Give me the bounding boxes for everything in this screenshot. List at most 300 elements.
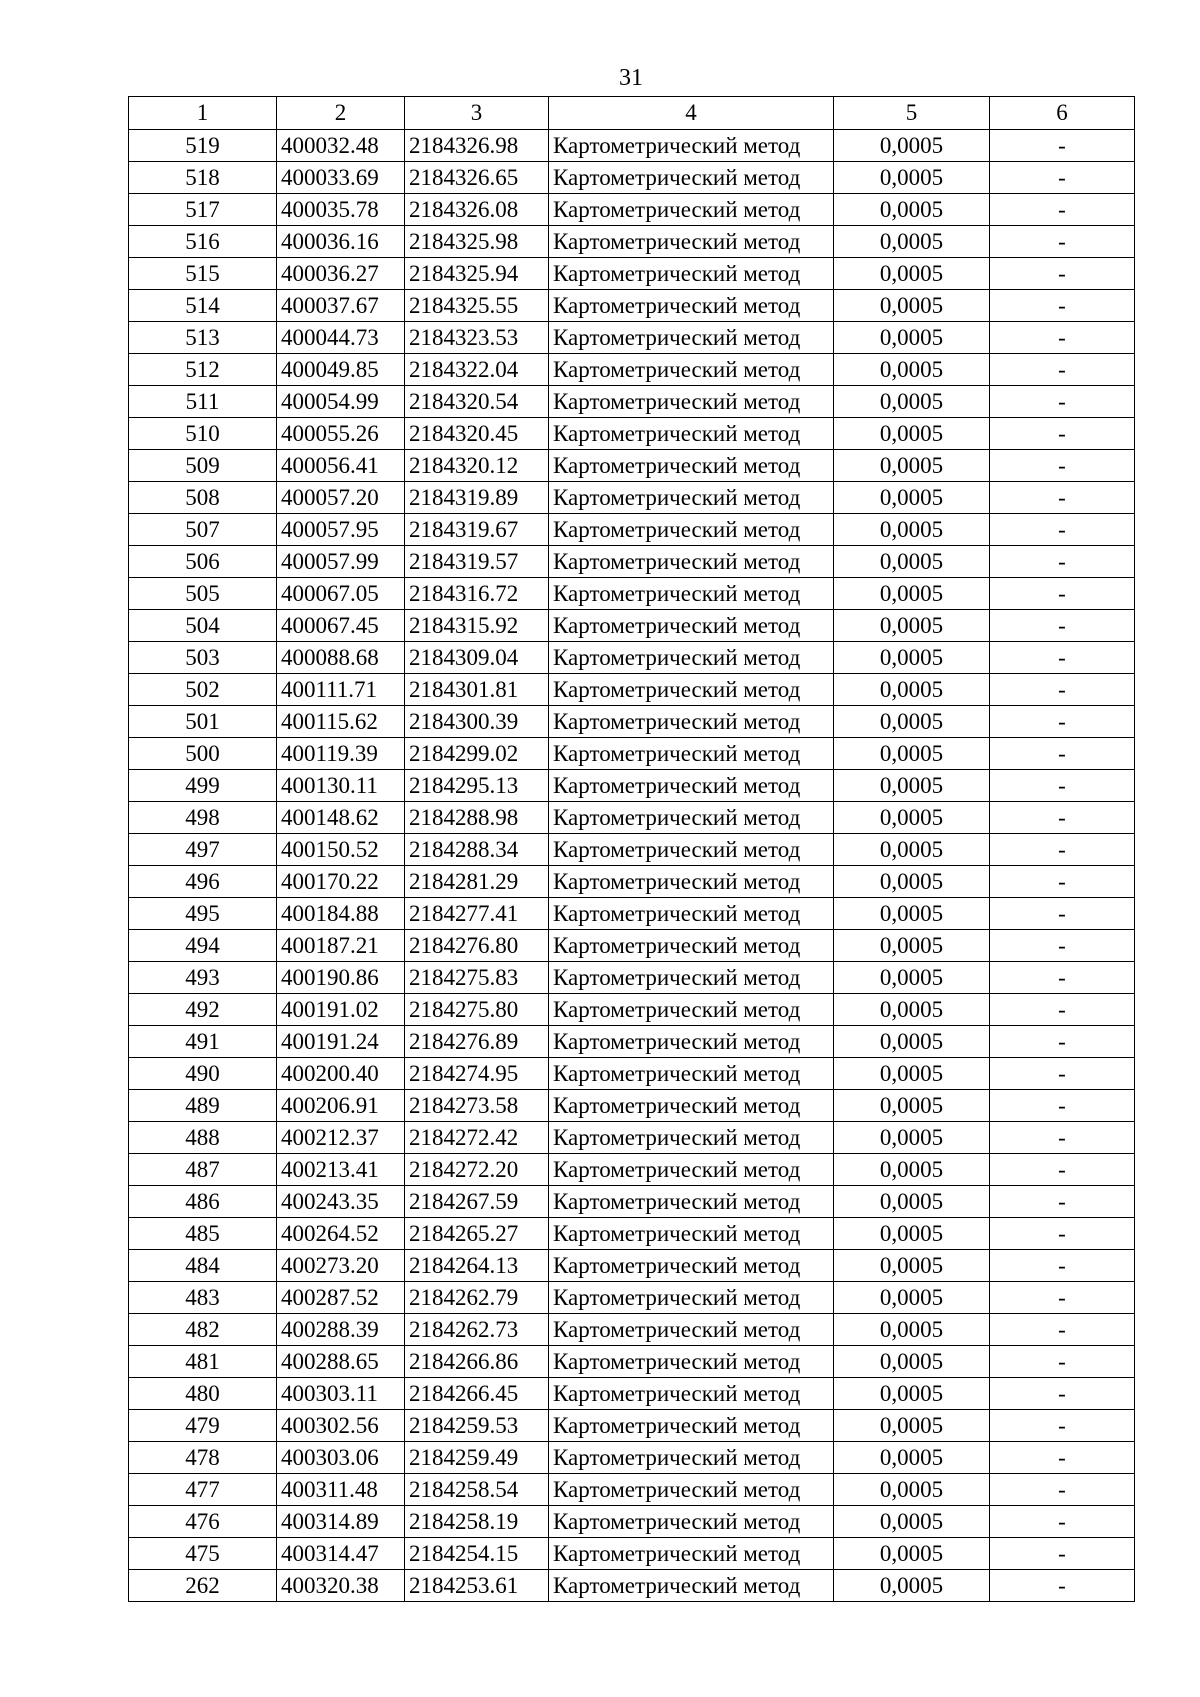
x-coordinate-cell: 400187.21 (277, 930, 405, 962)
note-cell: - (990, 1058, 1135, 1090)
table-row (129, 386, 1135, 418)
method-cell: Картометрический метод (549, 738, 834, 770)
point-number-cell: 512 (129, 354, 277, 386)
y-coordinate-cell: 2184253.61 (405, 1570, 549, 1602)
point-number-cell: 505 (129, 578, 277, 610)
note-cell: - (990, 514, 1135, 546)
y-coordinate-cell: 2184325.94 (405, 258, 549, 290)
note-cell: - (990, 706, 1135, 738)
table-row (129, 1122, 1135, 1154)
x-coordinate-cell: 400311.48 (277, 1474, 405, 1506)
x-coordinate-cell: 400056.41 (277, 450, 405, 482)
y-coordinate-cell: 2184258.19 (405, 1506, 549, 1538)
point-number-cell: 498 (129, 802, 277, 834)
table-header-row (129, 97, 1135, 130)
note-cell: - (990, 354, 1135, 386)
x-coordinate-cell: 400057.20 (277, 482, 405, 514)
note-cell: - (990, 1282, 1135, 1314)
method-cell: Картометрический метод (549, 1026, 834, 1058)
point-number-cell: 486 (129, 1186, 277, 1218)
method-cell: Картометрический метод (549, 1570, 834, 1602)
y-coordinate-cell: 2184272.20 (405, 1154, 549, 1186)
table-row (129, 866, 1135, 898)
y-coordinate-cell: 2184326.65 (405, 162, 549, 194)
table-row (129, 610, 1135, 642)
note-cell: - (990, 578, 1135, 610)
y-coordinate-cell: 2184325.55 (405, 290, 549, 322)
note-cell: - (990, 1442, 1135, 1474)
x-coordinate-cell: 400036.16 (277, 226, 405, 258)
x-coordinate-cell: 400314.89 (277, 1506, 405, 1538)
note-cell: - (990, 226, 1135, 258)
method-cell: Картометрический метод (549, 1090, 834, 1122)
point-number-cell: 501 (129, 706, 277, 738)
table-row (129, 546, 1135, 578)
x-coordinate-cell: 400273.20 (277, 1250, 405, 1282)
note-cell: - (990, 162, 1135, 194)
accuracy-cell: 0,0005 (834, 162, 990, 194)
x-coordinate-cell: 400032.48 (277, 130, 405, 162)
x-coordinate-cell: 400057.99 (277, 546, 405, 578)
note-cell: - (990, 322, 1135, 354)
table-row (129, 354, 1135, 386)
column-header: 6 (990, 97, 1135, 130)
point-number-cell: 502 (129, 674, 277, 706)
method-cell: Картометрический метод (549, 546, 834, 578)
note-cell: - (990, 1538, 1135, 1570)
x-coordinate-cell: 400288.65 (277, 1346, 405, 1378)
method-cell: Картометрический метод (549, 610, 834, 642)
method-cell: Картометрический метод (549, 898, 834, 930)
x-coordinate-cell: 400213.41 (277, 1154, 405, 1186)
x-coordinate-cell: 400037.67 (277, 290, 405, 322)
point-number-cell: 513 (129, 322, 277, 354)
accuracy-cell: 0,0005 (834, 1410, 990, 1442)
method-cell: Картометрический метод (549, 1410, 834, 1442)
x-coordinate-cell: 400288.39 (277, 1314, 405, 1346)
accuracy-cell: 0,0005 (834, 1090, 990, 1122)
column-header: 3 (405, 97, 549, 130)
point-number-cell: 507 (129, 514, 277, 546)
method-cell: Картометрический метод (549, 258, 834, 290)
y-coordinate-cell: 2184319.57 (405, 546, 549, 578)
point-number-cell: 479 (129, 1410, 277, 1442)
x-coordinate-cell: 400191.02 (277, 994, 405, 1026)
table-row (129, 194, 1135, 226)
y-coordinate-cell: 2184254.15 (405, 1538, 549, 1570)
x-coordinate-cell: 400119.39 (277, 738, 405, 770)
point-number-cell: 509 (129, 450, 277, 482)
note-cell: - (990, 1378, 1135, 1410)
point-number-cell: 511 (129, 386, 277, 418)
accuracy-cell: 0,0005 (834, 1314, 990, 1346)
method-cell: Картометрический метод (549, 1474, 834, 1506)
note-cell: - (990, 418, 1135, 450)
table-row (129, 514, 1135, 546)
y-coordinate-cell: 2184288.34 (405, 834, 549, 866)
table-row (129, 930, 1135, 962)
table-row (129, 162, 1135, 194)
table-row (129, 1570, 1135, 1602)
y-coordinate-cell: 2184295.13 (405, 770, 549, 802)
accuracy-cell: 0,0005 (834, 706, 990, 738)
table-row (129, 130, 1135, 162)
method-cell: Картометрический метод (549, 450, 834, 482)
note-cell: - (990, 546, 1135, 578)
note-cell: - (990, 866, 1135, 898)
point-number-cell: 494 (129, 930, 277, 962)
point-number-cell: 477 (129, 1474, 277, 1506)
method-cell: Картометрический метод (549, 706, 834, 738)
accuracy-cell: 0,0005 (834, 1250, 990, 1282)
point-number-cell: 482 (129, 1314, 277, 1346)
accuracy-cell: 0,0005 (834, 802, 990, 834)
note-cell: - (990, 1570, 1135, 1602)
point-number-cell: 500 (129, 738, 277, 770)
method-cell: Картометрический метод (549, 130, 834, 162)
x-coordinate-cell: 400206.91 (277, 1090, 405, 1122)
point-number-cell: 508 (129, 482, 277, 514)
table-row (129, 482, 1135, 514)
y-coordinate-cell: 2184276.80 (405, 930, 549, 962)
note-cell: - (990, 962, 1135, 994)
accuracy-cell: 0,0005 (834, 322, 990, 354)
table-row (129, 1282, 1135, 1314)
point-number-cell: 516 (129, 226, 277, 258)
y-coordinate-cell: 2184325.98 (405, 226, 549, 258)
x-coordinate-cell: 400184.88 (277, 898, 405, 930)
table-row (129, 1346, 1135, 1378)
x-coordinate-cell: 400320.38 (277, 1570, 405, 1602)
point-number-cell: 518 (129, 162, 277, 194)
column-header: 5 (834, 97, 990, 130)
point-number-cell: 485 (129, 1218, 277, 1250)
method-cell: Картометрический метод (549, 1314, 834, 1346)
y-coordinate-cell: 2184319.89 (405, 482, 549, 514)
method-cell: Картометрический метод (549, 1538, 834, 1570)
y-coordinate-cell: 2184288.98 (405, 802, 549, 834)
accuracy-cell: 0,0005 (834, 1154, 990, 1186)
method-cell: Картометрический метод (549, 162, 834, 194)
table-row (129, 1506, 1135, 1538)
accuracy-cell: 0,0005 (834, 258, 990, 290)
x-coordinate-cell: 400150.52 (277, 834, 405, 866)
accuracy-cell: 0,0005 (834, 610, 990, 642)
note-cell: - (990, 1090, 1135, 1122)
x-coordinate-cell: 400055.26 (277, 418, 405, 450)
accuracy-cell: 0,0005 (834, 1378, 990, 1410)
method-cell: Картометрический метод (549, 1346, 834, 1378)
method-cell: Картометрический метод (549, 194, 834, 226)
note-cell: - (990, 994, 1135, 1026)
note-cell: - (990, 930, 1135, 962)
y-coordinate-cell: 2184264.13 (405, 1250, 549, 1282)
coordinates-table (128, 96, 1135, 1602)
method-cell: Картометрический метод (549, 770, 834, 802)
table-row (129, 258, 1135, 290)
y-coordinate-cell: 2184299.02 (405, 738, 549, 770)
accuracy-cell: 0,0005 (834, 866, 990, 898)
y-coordinate-cell: 2184301.81 (405, 674, 549, 706)
x-coordinate-cell: 400049.85 (277, 354, 405, 386)
y-coordinate-cell: 2184265.27 (405, 1218, 549, 1250)
x-coordinate-cell: 400191.24 (277, 1026, 405, 1058)
method-cell: Картометрический метод (549, 1122, 834, 1154)
point-number-cell: 496 (129, 866, 277, 898)
point-number-cell: 490 (129, 1058, 277, 1090)
x-coordinate-cell: 400212.37 (277, 1122, 405, 1154)
y-coordinate-cell: 2184276.89 (405, 1026, 549, 1058)
y-coordinate-cell: 2184320.12 (405, 450, 549, 482)
accuracy-cell: 0,0005 (834, 290, 990, 322)
accuracy-cell: 0,0005 (834, 642, 990, 674)
accuracy-cell: 0,0005 (834, 1538, 990, 1570)
note-cell: - (990, 834, 1135, 866)
x-coordinate-cell: 400302.56 (277, 1410, 405, 1442)
table-row (129, 1474, 1135, 1506)
table-row (129, 834, 1135, 866)
x-coordinate-cell: 400264.52 (277, 1218, 405, 1250)
note-cell: - (990, 290, 1135, 322)
point-number-cell: 484 (129, 1250, 277, 1282)
y-coordinate-cell: 2184262.73 (405, 1314, 549, 1346)
method-cell: Картометрический метод (549, 1186, 834, 1218)
note-cell: - (990, 258, 1135, 290)
method-cell: Картометрический метод (549, 1442, 834, 1474)
y-coordinate-cell: 2184266.45 (405, 1378, 549, 1410)
y-coordinate-cell: 2184277.41 (405, 898, 549, 930)
accuracy-cell: 0,0005 (834, 578, 990, 610)
page-number: 31 (619, 65, 643, 91)
point-number-cell: 499 (129, 770, 277, 802)
accuracy-cell: 0,0005 (834, 770, 990, 802)
note-cell: - (990, 802, 1135, 834)
point-number-cell: 519 (129, 130, 277, 162)
table-row (129, 1538, 1135, 1570)
accuracy-cell: 0,0005 (834, 738, 990, 770)
method-cell: Картометрический метод (549, 642, 834, 674)
accuracy-cell: 0,0005 (834, 546, 990, 578)
point-number-cell: 515 (129, 258, 277, 290)
accuracy-cell: 0,0005 (834, 674, 990, 706)
x-coordinate-cell: 400111.71 (277, 674, 405, 706)
method-cell: Картометрический метод (549, 802, 834, 834)
table-row (129, 578, 1135, 610)
x-coordinate-cell: 400148.62 (277, 802, 405, 834)
table-row (129, 1186, 1135, 1218)
column-header: 2 (277, 97, 405, 130)
point-number-cell: 478 (129, 1442, 277, 1474)
table-row (129, 642, 1135, 674)
accuracy-cell: 0,0005 (834, 1122, 990, 1154)
accuracy-cell: 0,0005 (834, 834, 990, 866)
x-coordinate-cell: 400044.73 (277, 322, 405, 354)
y-coordinate-cell: 2184319.67 (405, 514, 549, 546)
note-cell: - (990, 130, 1135, 162)
point-number-cell: 510 (129, 418, 277, 450)
y-coordinate-cell: 2184326.98 (405, 130, 549, 162)
y-coordinate-cell: 2184323.53 (405, 322, 549, 354)
point-number-cell: 489 (129, 1090, 277, 1122)
method-cell: Картометрический метод (549, 1506, 834, 1538)
accuracy-cell: 0,0005 (834, 1058, 990, 1090)
x-coordinate-cell: 400057.95 (277, 514, 405, 546)
table-row (129, 1058, 1135, 1090)
accuracy-cell: 0,0005 (834, 482, 990, 514)
accuracy-cell: 0,0005 (834, 1474, 990, 1506)
accuracy-cell: 0,0005 (834, 386, 990, 418)
note-cell: - (990, 610, 1135, 642)
x-coordinate-cell: 400035.78 (277, 194, 405, 226)
point-number-cell: 497 (129, 834, 277, 866)
accuracy-cell: 0,0005 (834, 994, 990, 1026)
y-coordinate-cell: 2184275.80 (405, 994, 549, 1026)
point-number-cell: 262 (129, 1570, 277, 1602)
method-cell: Картометрический метод (549, 994, 834, 1026)
method-cell: Картометрический метод (549, 514, 834, 546)
accuracy-cell: 0,0005 (834, 1570, 990, 1602)
note-cell: - (990, 1026, 1135, 1058)
note-cell: - (990, 770, 1135, 802)
y-coordinate-cell: 2184259.49 (405, 1442, 549, 1474)
point-number-cell: 491 (129, 1026, 277, 1058)
point-number-cell: 481 (129, 1346, 277, 1378)
accuracy-cell: 0,0005 (834, 1026, 990, 1058)
note-cell: - (990, 386, 1135, 418)
accuracy-cell: 0,0005 (834, 898, 990, 930)
y-coordinate-cell: 2184309.04 (405, 642, 549, 674)
table-row (129, 1154, 1135, 1186)
method-cell: Картометрический метод (549, 1058, 834, 1090)
table-row (129, 450, 1135, 482)
table-row (129, 770, 1135, 802)
y-coordinate-cell: 2184300.39 (405, 706, 549, 738)
note-cell: - (990, 738, 1135, 770)
x-coordinate-cell: 400303.11 (277, 1378, 405, 1410)
x-coordinate-cell: 400088.68 (277, 642, 405, 674)
x-coordinate-cell: 400036.27 (277, 258, 405, 290)
table-row (129, 1410, 1135, 1442)
x-coordinate-cell: 400054.99 (277, 386, 405, 418)
accuracy-cell: 0,0005 (834, 1346, 990, 1378)
point-number-cell: 492 (129, 994, 277, 1026)
method-cell: Картометрический метод (549, 866, 834, 898)
note-cell: - (990, 1218, 1135, 1250)
point-number-cell: 475 (129, 1538, 277, 1570)
note-cell: - (990, 1122, 1135, 1154)
accuracy-cell: 0,0005 (834, 226, 990, 258)
note-cell: - (990, 1474, 1135, 1506)
table-row (129, 1314, 1135, 1346)
table-row (129, 1378, 1135, 1410)
accuracy-cell: 0,0005 (834, 450, 990, 482)
y-coordinate-cell: 2184322.04 (405, 354, 549, 386)
accuracy-cell: 0,0005 (834, 1218, 990, 1250)
y-coordinate-cell: 2184275.83 (405, 962, 549, 994)
table-row (129, 1026, 1135, 1058)
note-cell: - (990, 1346, 1135, 1378)
y-coordinate-cell: 2184326.08 (405, 194, 549, 226)
note-cell: - (990, 642, 1135, 674)
table-row (129, 1090, 1135, 1122)
y-coordinate-cell: 2184258.54 (405, 1474, 549, 1506)
method-cell: Картометрический метод (549, 386, 834, 418)
accuracy-cell: 0,0005 (834, 1282, 990, 1314)
y-coordinate-cell: 2184320.45 (405, 418, 549, 450)
x-coordinate-cell: 400303.06 (277, 1442, 405, 1474)
table-row (129, 962, 1135, 994)
table-row (129, 706, 1135, 738)
table-row (129, 322, 1135, 354)
method-cell: Картометрический метод (549, 482, 834, 514)
accuracy-cell: 0,0005 (834, 194, 990, 226)
column-header: 4 (549, 97, 834, 130)
method-cell: Картометрический метод (549, 930, 834, 962)
y-coordinate-cell: 2184267.59 (405, 1186, 549, 1218)
point-number-cell: 503 (129, 642, 277, 674)
y-coordinate-cell: 2184281.29 (405, 866, 549, 898)
x-coordinate-cell: 400200.40 (277, 1058, 405, 1090)
table-row (129, 418, 1135, 450)
y-coordinate-cell: 2184315.92 (405, 610, 549, 642)
point-number-cell: 514 (129, 290, 277, 322)
y-coordinate-cell: 2184274.95 (405, 1058, 549, 1090)
method-cell: Картометрический метод (549, 1154, 834, 1186)
y-coordinate-cell: 2184266.86 (405, 1346, 549, 1378)
method-cell: Картометрический метод (549, 1282, 834, 1314)
x-coordinate-cell: 400130.11 (277, 770, 405, 802)
note-cell: - (990, 674, 1135, 706)
accuracy-cell: 0,0005 (834, 514, 990, 546)
table-row (129, 674, 1135, 706)
note-cell: - (990, 1250, 1135, 1282)
note-cell: - (990, 1506, 1135, 1538)
point-number-cell: 476 (129, 1506, 277, 1538)
y-coordinate-cell: 2184272.42 (405, 1122, 549, 1154)
accuracy-cell: 0,0005 (834, 1506, 990, 1538)
point-number-cell: 493 (129, 962, 277, 994)
method-cell: Картометрический метод (549, 322, 834, 354)
table-row (129, 738, 1135, 770)
table-row (129, 1218, 1135, 1250)
point-number-cell: 480 (129, 1378, 277, 1410)
method-cell: Картометрический метод (549, 834, 834, 866)
point-number-cell: 488 (129, 1122, 277, 1154)
method-cell: Картометрический метод (549, 418, 834, 450)
note-cell: - (990, 1410, 1135, 1442)
x-coordinate-cell: 400067.05 (277, 578, 405, 610)
x-coordinate-cell: 400033.69 (277, 162, 405, 194)
note-cell: - (990, 898, 1135, 930)
accuracy-cell: 0,0005 (834, 418, 990, 450)
method-cell: Картометрический метод (549, 962, 834, 994)
note-cell: - (990, 194, 1135, 226)
method-cell: Картометрический метод (549, 578, 834, 610)
method-cell: Картометрический метод (549, 674, 834, 706)
y-coordinate-cell: 2184262.79 (405, 1282, 549, 1314)
point-number-cell: 506 (129, 546, 277, 578)
accuracy-cell: 0,0005 (834, 130, 990, 162)
note-cell: - (990, 1314, 1135, 1346)
x-coordinate-cell: 400243.35 (277, 1186, 405, 1218)
table-row (129, 1442, 1135, 1474)
x-coordinate-cell: 400314.47 (277, 1538, 405, 1570)
method-cell: Картометрический метод (549, 354, 834, 386)
y-coordinate-cell: 2184316.72 (405, 578, 549, 610)
point-number-cell: 487 (129, 1154, 277, 1186)
x-coordinate-cell: 400287.52 (277, 1282, 405, 1314)
accuracy-cell: 0,0005 (834, 1442, 990, 1474)
